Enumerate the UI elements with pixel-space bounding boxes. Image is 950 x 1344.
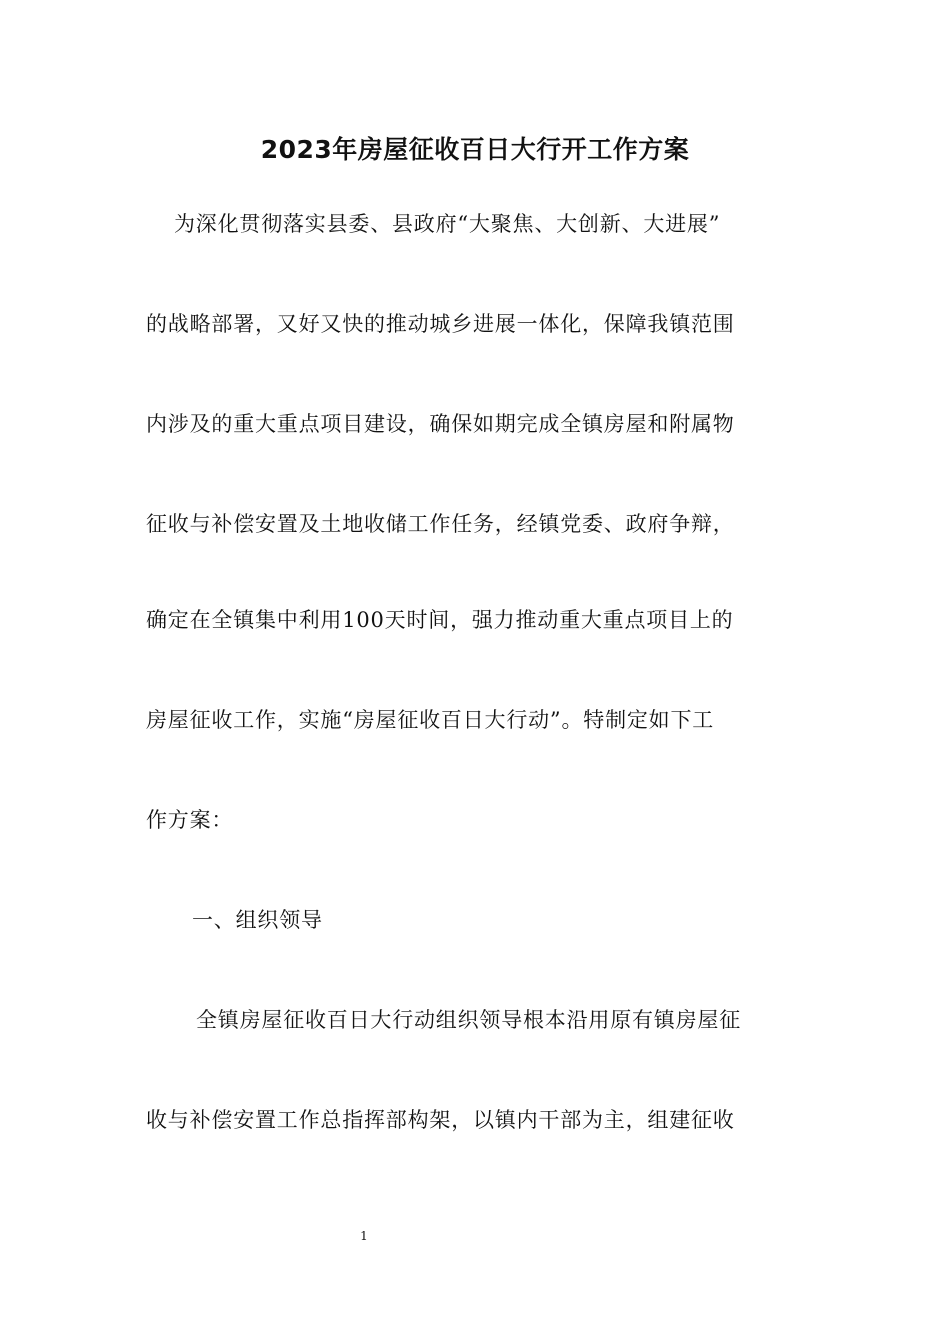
page-number: 1 bbox=[360, 1229, 368, 1243]
body-line: 作方案： bbox=[146, 808, 234, 832]
document-title: 2023年房屋征收百日大行开工作方案 bbox=[260, 135, 690, 164]
section-heading: 一、组织领导 bbox=[192, 908, 323, 932]
body-line: 收与补偿安置工作总指挥部构架，以镇内干部为主，组建征收 bbox=[146, 1108, 735, 1132]
body-line: 征收与补偿安置及土地收储工作任务，经镇党委、政府争辩， bbox=[146, 512, 735, 536]
body-line: 房屋征收工作，实施“房屋征收百日大行动”。特制定如下工 bbox=[146, 708, 715, 732]
body-line: 的战略部署，又好又快的推动城乡进展一体化，保障我镇范围 bbox=[146, 312, 735, 336]
body-line: 内涉及的重大重点项目建设，确保如期完成全镇房屋和附属物 bbox=[146, 412, 735, 436]
body-line: 确定在全镇集中利用100天时间，强力推动重大重点项目上的 bbox=[146, 608, 734, 632]
body-line: 全镇房屋征收百日大行动组织领导根本沿用原有镇房屋征 bbox=[196, 1008, 741, 1032]
body-line: 为深化贯彻落实县委、县政府“大聚焦、大创新、大进展” bbox=[174, 212, 721, 236]
